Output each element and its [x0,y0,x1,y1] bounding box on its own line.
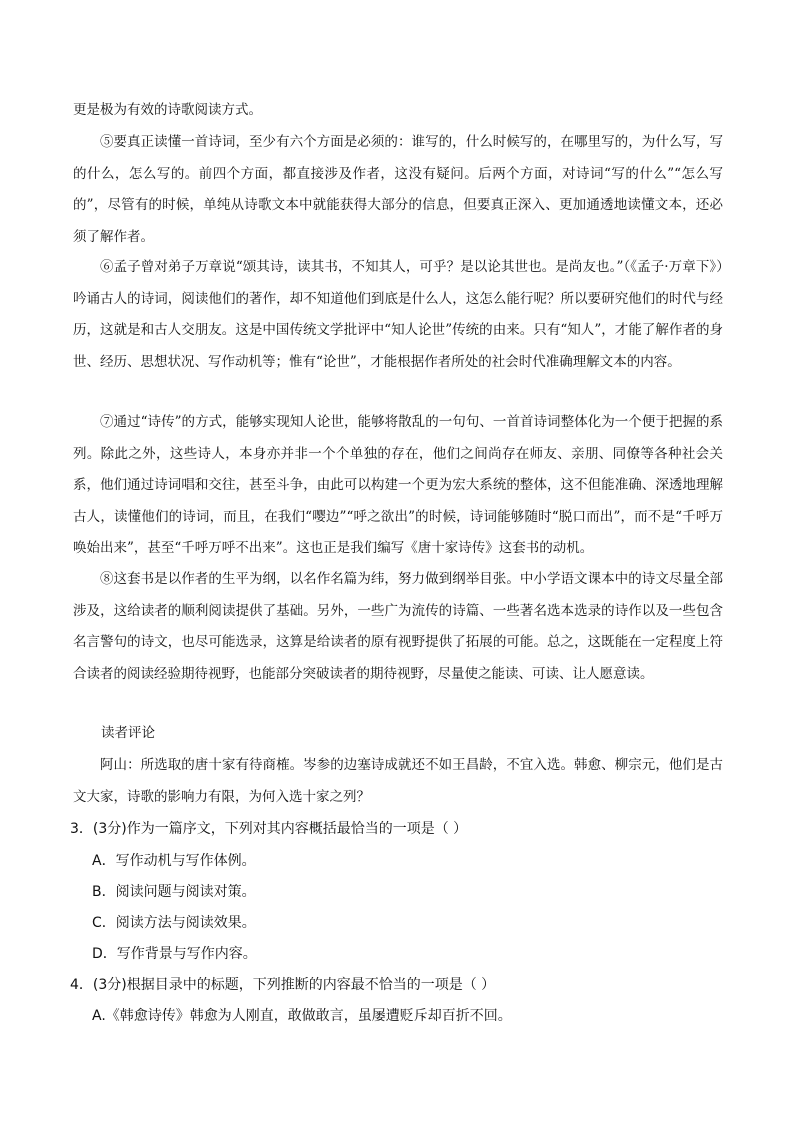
question-4-option-a: A.《韩愈诗传》韩愈为人刚直，敢做敢言，虽屡遭贬斥却百折不回。 [92,1008,512,1024]
question-3-option-c: C．阅读方法与阅读效果。 [92,915,256,931]
question-3-option-d: D．写作背景与写作内容。 [92,946,257,962]
paragraph-7: ⑦通过“诗传”的方式，能够实现知人论世，能够将散乱的一句句、一首首诗词整体化为一个便于把握的系列。除此之外，这些诗人，本身亦并非一个个单独的存在，他们之间尚存在师友、亲朋、同僚等各种社会关系，他们通过诗词唱和交往，甚至斗争，由此可以构建一个更为宏大系统的整体，这不但能准确、深透地理解古人，读懂他们的诗词，而且，在我们“嘤边”“呼之欲出”的时候，诗词能够随时“脱口而出”，而不是“千呼万唤始出来”，甚至“千呼万呼不出来”。这也正是我们编写《唐十家诗传》这套书的动机。 [73,414,723,556]
question-3-stem: 3．(3分)作为一篇序文，下列对其内容概括最恰当的一项是（ ） [70,821,468,837]
paragraph-5: ⑤要真正读懂一首诗词，至少有六个方面是必须的：谁写的，什么时候写的，在哪里写的，为什么写，写的什么，怎么写的。前四个方面，都直接涉及作者，这没有疑问。后两个方面，对诗词“写的什么”“怎么写的”，尽管有的时候，单纯从诗歌文本中就能获得大部分的信息，但要真正深入、更加通透地读懂文本，还必须了解作者。 [73,134,723,245]
paragraph-6: ⑥孟子曾对弟子万章说“颂其诗，读其书，不知其人，可乎？是以论其世也。是尚友也。”（《孟子·万章下》）吟诵古人的诗词，阅读他们的著作，却不知道他们到底是什么人，这怎么能行呢？所以要研究他们的时代与经历，这就是和古人交朋友。这是中国传统文学批评中“知人论世”传统的由来。只有“知人”，才能了解作者的身世、经历、思想状况、写作动机等；惟有“论世”，才能根据作者所处的社会时代准确理解文本的内容。 [73,259,723,370]
reader-review-heading: 读者评论 [101,725,155,741]
paragraph-continuation: 更是极为有效的诗歌阅读方式。 [73,102,262,118]
question-4-stem: 4．(3分)根据目录中的标题，下列推断的内容最不恰当的一项是（ ） [70,977,496,993]
reader-review-text: 阿山：所选取的唐十家有待商榷。岑参的边塞诗成就还不如王昌龄，不宜入选。韩愈、柳宗元，他们是古文大家，诗歌的影响力有限，为何入选十家之列？ [73,757,723,805]
paragraph-8: ⑧这套书是以作者的生平为纲，以名作名篇为纬，努力做到纲举目张。中小学语文课本中的诗文尽量全部涉及，这给读者的顺利阅读提供了基础。另外，一些广为流传的诗篇、一些著名选本选录的诗作以及一些包含名言警句的诗文，也尽可能选录，这算是给读者的原有视野提供了拓展的可能。总之，这既能在一定程度上符合读者的阅读经验期待视野，也能部分突破读者的期待视野，尽量使之能读、可读、让人愿意读。 [73,571,723,682]
question-3-option-b: B．阅读问题与阅读对策。 [92,884,256,900]
question-3-option-a: A．写作动机与写作体例。 [92,853,256,869]
